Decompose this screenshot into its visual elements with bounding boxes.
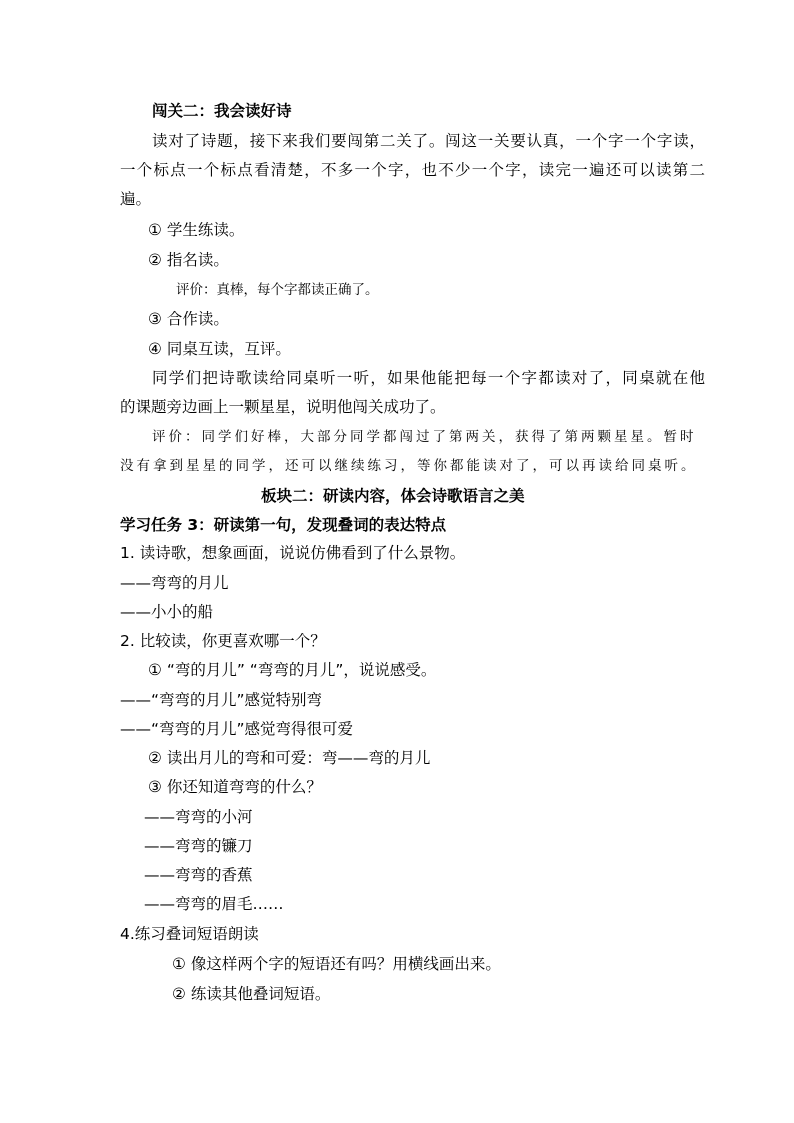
q2-sub1-answer-1: ——“弯弯的月儿”感觉特别弯 [120, 691, 323, 709]
q2-sub3-answer-sickle: ——弯弯的镰刀 [144, 837, 253, 855]
q4-item-2: ② 练读其他叠词短语。 [172, 985, 331, 1003]
q1-answer-boat: ——小小的船 [120, 603, 214, 621]
intro-line-2: 一个标点一个标点看清楚，不多一个字，也不少一个字，读完一遍还可以读第二 [120, 161, 707, 179]
question-4: 4.练习叠词短语朗读 [120, 925, 259, 943]
q2-sub-compare: ① “弯的月儿” “弯弯的月儿”，说说感受。 [148, 661, 437, 679]
q2-sub-what-else: ③ 你还知道弯弯的什么？ [148, 778, 322, 796]
para2-line-1: 同学们把诗歌读给同桌听一听，如果他能把每一个字都读对了，同桌就在他 [152, 369, 707, 387]
q2-sub-read-aloud: ② 读出月儿的弯和可爱：弯——弯的月儿 [148, 749, 431, 767]
q2-sub3-answer-eyebrow: ——弯弯的眉毛…… [144, 895, 284, 913]
intro-line-3: 遍。 [120, 190, 152, 208]
step-call-read: ② 指名读。 [148, 251, 229, 269]
evaluation-2-line-1: 评价：同学们好棒，大部分同学都闯过了第两关，获得了第两颗星星。暂时 [152, 429, 697, 445]
para2-line-2: 的课题旁边画上一颗星星，说明他闯关成功了。 [120, 398, 446, 416]
q4-item-1: ① 像这样两个字的短语还有吗？用横线画出来。 [172, 955, 501, 973]
step-cooperative-read: ③ 合作读。 [148, 310, 229, 328]
learning-task-3-title: 学习任务 3：研读第一句，发现叠词的表达特点 [120, 516, 447, 534]
question-2: 2. 比较读，你更喜欢哪一个？ [120, 632, 326, 650]
block-two-title: 板块二：研读内容，体会诗歌语言之美 [261, 487, 525, 505]
evaluation-1: 评价：真棒，每个字都读正确了。 [176, 282, 379, 298]
q2-sub3-answer-banana: ——弯弯的香蕉 [144, 866, 253, 884]
q2-sub1-answer-2: ——“弯弯的月儿”感觉弯得很可爱 [120, 720, 354, 738]
intro-line-1: 读对了诗题，接下来我们要闯第二关了。闯这一关要认真，一个字一个字读， [152, 132, 706, 150]
level-two-heading: 闯关二：我会读好诗 [152, 102, 292, 120]
question-1: 1. 读诗歌，想象画面，说说仿佛看到了什么景物。 [120, 544, 466, 562]
step-practice: ① 学生练读。 [148, 221, 245, 239]
evaluation-2-line-2: 没有拿到星星的同学，还可以继续练习，等你都能读对了，可以再读给同桌听。 [120, 458, 698, 474]
q1-answer-moon: ——弯弯的月儿 [120, 574, 229, 592]
q2-sub3-answer-river: ——弯弯的小河 [144, 808, 253, 826]
step-peer-read: ④ 同桌互读，互评。 [148, 340, 291, 358]
